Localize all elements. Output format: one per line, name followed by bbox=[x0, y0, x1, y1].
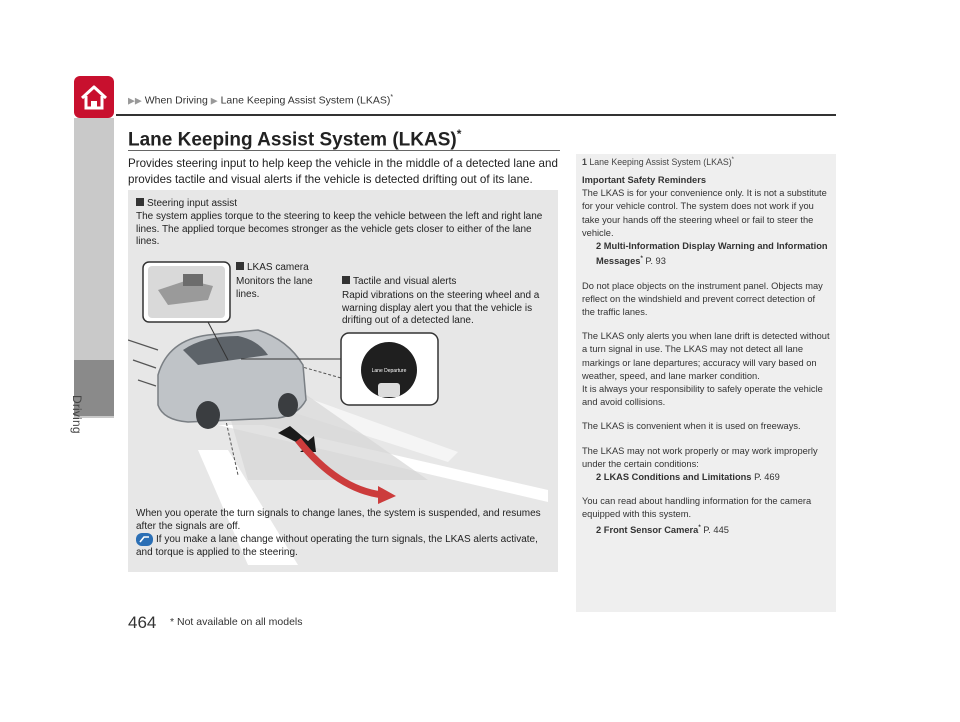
ref-icon: 2 bbox=[596, 524, 602, 535]
ref-icon: 2 bbox=[596, 241, 602, 252]
home-icon bbox=[74, 76, 114, 118]
note-p1: The LKAS is for your convenience only. It is not a substitute for your vehicle control. The system does not work if you take your hands off the steering wheel or fail to steer the vehicle. bbox=[582, 188, 827, 238]
car-wheel bbox=[278, 393, 298, 417]
ref-link-2[interactable]: 2 LKAS Conditions and Limitations P. 469 bbox=[596, 471, 780, 482]
figure-panel bbox=[128, 190, 558, 572]
section-label: Driving bbox=[70, 395, 84, 434]
note-body bbox=[582, 174, 830, 548]
note-p2: Do not place objects on the instrument panel. Objects may reflect on the windshield and prevent correct detection of the traffic lanes. bbox=[582, 280, 823, 317]
breadcrumb-level1[interactable]: When Driving bbox=[144, 94, 208, 107]
alert-icon bbox=[136, 533, 153, 546]
note-p3: The LKAS only alerts you when lane drift is detected without a turn signal in use. The LKAS may not detect all lane markings or lane departures; accuracy will vary based on weather, speed, and lane marker condition. bbox=[582, 331, 830, 381]
breadcrumb-level2[interactable]: Lane Keeping Assist System (LKAS) bbox=[220, 94, 391, 107]
title-rule bbox=[128, 150, 560, 151]
ref-icon: 2 bbox=[596, 471, 602, 482]
note-marker-icon: 1 bbox=[582, 157, 587, 167]
breadcrumb-arrow-icon: ▶ bbox=[210, 95, 218, 106]
ref-link-3[interactable]: 2 Front Sensor Camera* P. 445 bbox=[596, 524, 729, 535]
torque-arrow-head bbox=[378, 486, 396, 504]
note-p5: The LKAS may not work properly or may work improperly under the certain conditions: bbox=[582, 445, 818, 469]
steering-heading: Steering input assist bbox=[136, 198, 237, 211]
header-rule bbox=[116, 114, 836, 116]
safety-title: Important Safety Reminders bbox=[582, 175, 706, 185]
page-number: 464 bbox=[128, 613, 157, 632]
note-p6: You can read about handling information for the camera equipped with this system. bbox=[582, 496, 812, 520]
breadcrumb bbox=[128, 94, 393, 107]
lkas-warning-icon bbox=[378, 383, 400, 397]
home-button[interactable] bbox=[74, 76, 114, 118]
bottom-text-2: If you make a lane change without operating the turn signals, the LKAS alerts activate, and torque is applied to the steering. bbox=[136, 534, 538, 558]
page-title: Lane Keeping Assist System (LKAS)* bbox=[128, 127, 462, 151]
camera-lens bbox=[183, 274, 203, 286]
tactile-text: Rapid vibrations on the steering wheel and a warning display alert you that the vehicle is drifting out of a detected lane. bbox=[342, 290, 540, 326]
intro-text: Provides steering input to help keep the vehicle in the middle of a detected lane and provides tactile and visual alerts if the vehicle is detected drifting out of its lane. bbox=[128, 157, 558, 186]
bottom-text-1: When you operate the turn signals to change lanes, the system is suspended, and resumes after the signals are off. bbox=[136, 508, 541, 532]
footnote: * Not available on all models bbox=[170, 616, 303, 628]
motion-line bbox=[128, 340, 158, 350]
note-p4: The LKAS is convenient when it is used on freeways. bbox=[582, 421, 801, 432]
display-label: Lane Departure bbox=[371, 368, 407, 374]
motion-line bbox=[138, 380, 156, 386]
steering-text: The system applies torque to the steering to keep the vehicle between the left and right lane lines. The applied torque becomes stronger as the vehicle gets closer to either of the lane lines. bbox=[136, 211, 543, 247]
note-p3b: It is always your responsibility to safely operate the vehicle and avoid collisions. bbox=[582, 383, 823, 408]
car-wheel bbox=[196, 401, 220, 429]
breadcrumb-star: * bbox=[390, 94, 394, 101]
motion-line bbox=[133, 360, 156, 368]
camera-text: Monitors the lane lines. bbox=[236, 276, 313, 300]
tactile-heading: Tactile and visual alerts bbox=[342, 276, 456, 289]
camera-heading: LKAS camera bbox=[236, 262, 309, 275]
ref-link-1[interactable]: 2 Multi-Information Display Warning and Information Messages* P. 93 bbox=[596, 241, 828, 267]
note-header: 1 Lane Keeping Assist System (LKAS)* bbox=[582, 157, 734, 167]
breadcrumb-arrow-icon: ▶▶ bbox=[128, 95, 142, 106]
